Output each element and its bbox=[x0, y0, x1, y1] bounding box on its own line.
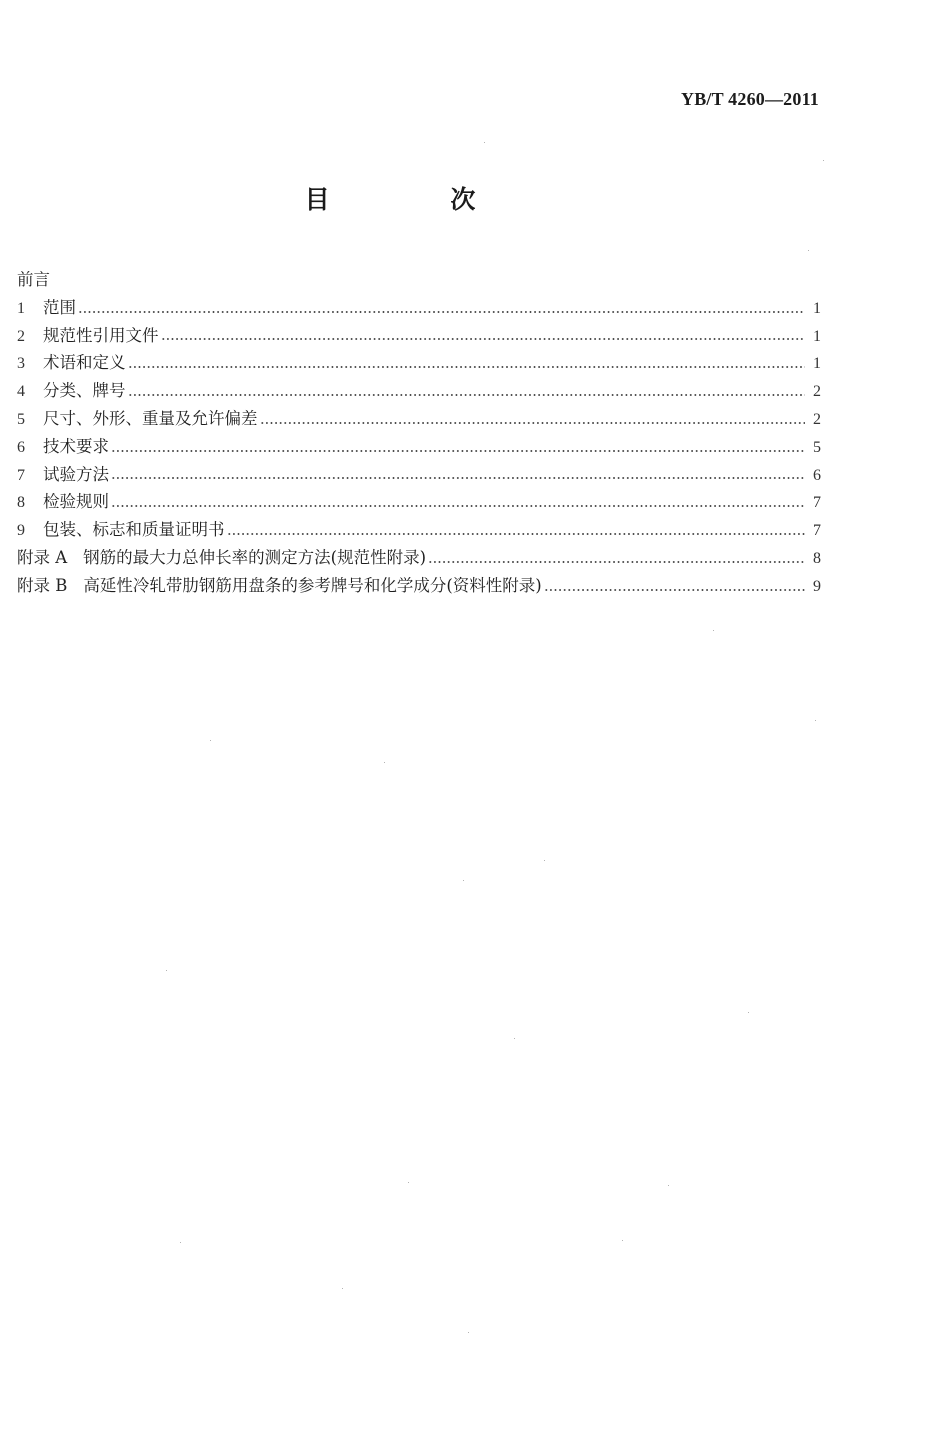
scan-speck bbox=[484, 142, 485, 143]
toc-entry-number: 3 bbox=[17, 355, 25, 373]
dot-leader bbox=[260, 410, 806, 428]
toc-entry-title: 尺寸、外形、重量及允许偏差 bbox=[43, 408, 258, 428]
toc-entry-number: 5 bbox=[17, 410, 25, 428]
scan-speck bbox=[748, 1012, 749, 1013]
toc-entry[interactable] bbox=[17, 322, 821, 350]
scan-speck bbox=[668, 1185, 669, 1186]
dot-leader bbox=[428, 549, 805, 567]
page-title: 目 次 bbox=[304, 185, 532, 214]
toc-entry-page: 7 bbox=[813, 522, 821, 540]
toc-entry-title: 技术要求 bbox=[43, 436, 109, 456]
dot-leader bbox=[78, 299, 805, 317]
dot-leader bbox=[128, 354, 806, 372]
scan-speck bbox=[180, 1242, 181, 1243]
toc-entry-title: 范围 bbox=[43, 297, 76, 317]
dot-leader bbox=[111, 493, 805, 511]
toc-entry-number: 1 bbox=[17, 299, 25, 317]
toc-entry-number: 7 bbox=[17, 466, 25, 484]
toc-appendix-page: 9 bbox=[813, 577, 821, 595]
scan-speck bbox=[463, 880, 464, 881]
toc-entry-title: 分类、牌号 bbox=[43, 381, 126, 401]
scan-speck bbox=[808, 250, 809, 251]
toc-entry-page: 1 bbox=[813, 355, 821, 373]
toc-entry[interactable] bbox=[17, 461, 821, 489]
toc-entry-title: 检验规则 bbox=[43, 492, 109, 512]
dot-leader bbox=[544, 577, 805, 595]
scan-speck bbox=[166, 970, 167, 971]
scan-speck bbox=[514, 1038, 515, 1039]
scan-speck bbox=[544, 860, 545, 861]
standard-code: YB/T 4260—2011 bbox=[681, 89, 819, 109]
toc-entry-page: 5 bbox=[813, 438, 821, 456]
toc-entry-number: 4 bbox=[17, 383, 25, 401]
toc-entry-page: 7 bbox=[813, 494, 821, 512]
toc-entry[interactable] bbox=[17, 377, 821, 405]
dot-leader bbox=[128, 382, 806, 400]
scan-speck bbox=[408, 1182, 409, 1183]
toc-foreword[interactable] bbox=[17, 266, 821, 294]
toc-entry[interactable] bbox=[17, 294, 821, 322]
toc-entry[interactable] bbox=[17, 405, 821, 433]
toc-foreword-label: 前言 bbox=[17, 270, 50, 289]
toc-entry-page: 2 bbox=[813, 383, 821, 401]
scan-speck bbox=[342, 1288, 343, 1289]
toc-appendix-entry[interactable] bbox=[17, 544, 821, 572]
toc-appendix-title: 钢筋的最大力总伸长率的测定方法(规范性附录) bbox=[83, 547, 427, 567]
scan-speck bbox=[210, 740, 211, 741]
dot-leader bbox=[161, 326, 806, 344]
toc-entry-number: 2 bbox=[17, 327, 25, 345]
toc-appendix-page: 8 bbox=[813, 549, 821, 567]
toc-entry-page: 1 bbox=[813, 299, 821, 317]
toc-appendix-number: 附录 A bbox=[17, 547, 68, 567]
scan-speck bbox=[823, 160, 824, 161]
toc-entry-title: 术语和定义 bbox=[43, 353, 126, 373]
toc-entry-number: 8 bbox=[17, 494, 25, 512]
toc-entry[interactable] bbox=[17, 516, 821, 544]
scan-speck bbox=[815, 720, 816, 721]
toc-entry-page: 1 bbox=[813, 327, 821, 345]
dot-leader bbox=[111, 438, 805, 456]
dot-leader bbox=[111, 465, 805, 483]
toc-entry-number: 9 bbox=[17, 522, 25, 540]
toc-entry-title: 规范性引用文件 bbox=[43, 325, 159, 345]
toc-entry-number: 6 bbox=[17, 438, 25, 456]
toc-entry-page: 6 bbox=[813, 466, 821, 484]
toc-entry-title: 试验方法 bbox=[43, 464, 109, 484]
scan-speck bbox=[622, 1240, 623, 1241]
table-of-contents bbox=[17, 266, 821, 600]
toc-appendix-entry[interactable] bbox=[17, 572, 821, 600]
toc-entry-title: 包装、标志和质量证明书 bbox=[43, 520, 225, 540]
scan-speck bbox=[384, 762, 385, 763]
dot-leader bbox=[227, 521, 806, 539]
toc-entry[interactable] bbox=[17, 433, 821, 461]
toc-entry[interactable] bbox=[17, 488, 821, 516]
scan-speck bbox=[468, 1332, 469, 1333]
toc-appendix-title: 高延性冷轧带肋钢筋用盘条的参考牌号和化学成分(资料性附录) bbox=[83, 575, 542, 595]
toc-entry-page: 2 bbox=[813, 410, 821, 428]
toc-appendix-number: 附录 B bbox=[17, 575, 68, 595]
scan-speck bbox=[713, 630, 714, 631]
toc-entry[interactable] bbox=[17, 349, 821, 377]
